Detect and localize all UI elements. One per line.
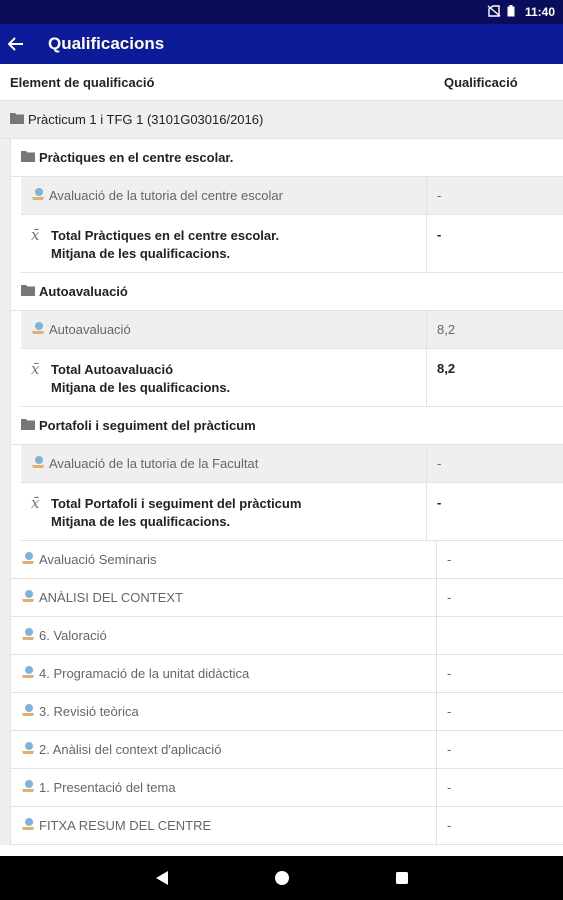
grade-item-row[interactable] [11, 655, 563, 693]
grade-item-name: FITXA RESUM DEL CENTRE [39, 818, 212, 833]
grade-value: - [447, 780, 452, 795]
folder-icon [21, 418, 35, 433]
category-items [11, 311, 563, 407]
course-name: Pràcticum 1 i TFG 1 (3101G03016/2016) [28, 112, 264, 127]
assignment-icon [21, 551, 35, 568]
col-header-grade: Qualificació [444, 74, 518, 90]
status-bar [0, 0, 563, 24]
grade-item-name: 4. Programació de la unitat didàctica [39, 666, 250, 681]
assignment-icon [21, 703, 35, 720]
grade-item-row[interactable] [11, 693, 563, 731]
category-row [11, 407, 563, 445]
total-sublabel: Mitjana de les qualificacions. [51, 246, 231, 261]
nav-home-button[interactable] [262, 856, 302, 900]
assignment-icon [21, 627, 35, 644]
grade-value: - [447, 666, 452, 681]
grade-value: - [447, 552, 452, 567]
category-items [11, 177, 563, 273]
total-value: 8,2 [437, 361, 456, 376]
category-total-row [21, 215, 563, 273]
grade-value: - [447, 590, 452, 605]
grade-item-name: 3. Revisió teòrica [39, 704, 139, 719]
grade-item-row[interactable] [21, 445, 563, 483]
folder-icon [10, 112, 24, 127]
grade-item-name: Avaluació Seminaris [39, 552, 157, 567]
grade-value: - [437, 456, 442, 471]
grade-item-name: Autoavaluació [49, 322, 131, 337]
mean-x-bar-icon: x̄ [31, 494, 40, 512]
mean-x-bar-icon: x̄ [31, 226, 40, 244]
grade-item-row[interactable] [11, 731, 563, 769]
total-label: Total Pràctiques en el centre escolar. [51, 228, 280, 243]
app-bar [0, 24, 563, 64]
assignment-icon [21, 589, 35, 606]
category-name: Portafoli i seguiment del pràcticum [39, 418, 256, 433]
assignment-icon [31, 455, 45, 472]
page-title: Qualificacions [48, 34, 165, 53]
total-sublabel: Mitjana de les qualificacions. [51, 380, 231, 395]
grade-item-name: 2. Anàlisi del context d'aplicació [39, 742, 222, 757]
assignment-icon [21, 741, 35, 758]
category-total-row [21, 483, 563, 541]
course-items [11, 541, 563, 845]
nav-recents-button[interactable] [382, 856, 422, 900]
grade-item-row[interactable] [11, 541, 563, 579]
total-label: Total Autoavaluació [51, 362, 174, 377]
triangle-back-icon [155, 870, 169, 886]
arrow-left-icon [8, 36, 24, 52]
system-nav-bar [0, 856, 563, 900]
grade-value: - [447, 818, 452, 833]
circle-home-icon [274, 870, 290, 886]
course-block [10, 139, 563, 845]
grade-value: - [447, 704, 452, 719]
total-value: - [437, 495, 442, 510]
back-button[interactable] [0, 24, 32, 64]
assignment-icon [31, 187, 45, 204]
grade-value: 8,2 [437, 322, 456, 337]
grade-item-name: 1. Presentació del tema [39, 780, 176, 795]
category-name: Pràctiques en el centre escolar. [39, 150, 234, 165]
grades-table[interactable] [0, 64, 563, 856]
total-label: Total Portafoli i seguiment del pràcticum [51, 496, 302, 511]
grade-item-name: Avaluació de la tutoria de la Facultat [49, 456, 259, 471]
table-header [0, 64, 563, 101]
category-row [11, 273, 563, 311]
assignment-icon [21, 779, 35, 796]
grade-value: - [447, 742, 452, 757]
grade-item-row[interactable] [11, 769, 563, 807]
grade-item-row[interactable] [11, 617, 563, 655]
col-header-item: Element de qualificació [10, 74, 155, 90]
assignment-icon [21, 665, 35, 682]
total-value: - [437, 227, 442, 242]
grade-item-row[interactable] [11, 807, 563, 845]
status-time: 11:40 [524, 5, 555, 19]
grade-item-name: 6. Valoració [39, 628, 107, 643]
nav-back-button[interactable] [142, 856, 182, 900]
grade-item-name: ANÀLISI DEL CONTEXT [39, 590, 183, 605]
category-total-row [21, 349, 563, 407]
folder-icon [21, 150, 35, 165]
assignment-icon [31, 321, 45, 338]
course-body [0, 139, 563, 845]
category-name: Autoavaluació [39, 284, 128, 299]
grade-value: - [437, 188, 442, 203]
square-recents-icon [395, 871, 409, 885]
grade-item-row[interactable] [21, 311, 563, 349]
grade-item-row[interactable] [21, 177, 563, 215]
no-sim-icon [487, 5, 501, 20]
mean-x-bar-icon: x̄ [31, 360, 40, 378]
grade-item-name: Avaluació de la tutoria del centre escolar [49, 188, 283, 203]
grade-value [437, 617, 563, 654]
category-row [11, 139, 563, 177]
total-sublabel: Mitjana de les qualificacions. [51, 514, 231, 529]
assignment-icon [21, 817, 35, 834]
battery-icon [507, 5, 515, 20]
course-row [0, 101, 563, 139]
folder-icon [21, 284, 35, 299]
grade-item-row[interactable] [11, 579, 563, 617]
category-items [11, 445, 563, 541]
